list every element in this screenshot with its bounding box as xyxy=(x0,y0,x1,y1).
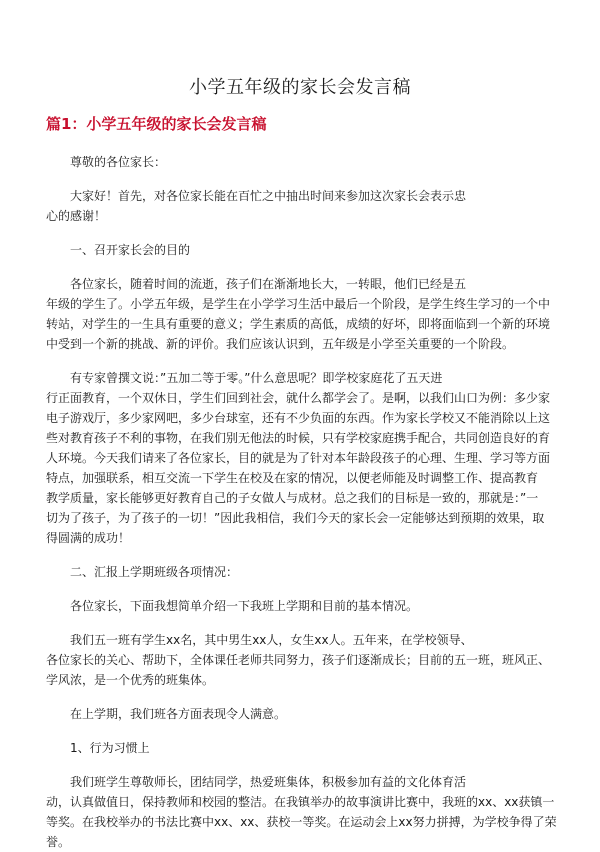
paragraph-line: 二、汇报上学期班级各项情况： xyxy=(70,565,239,579)
paragraph-line: 特点，加强联系，相互交流一下学生在校及在家的情况，以便老师能及时调整工作、提高教育 xyxy=(46,471,539,485)
paragraph-line: 年级的学生了。小学五年级，是学生在小学学习生活中最后一个阶段，是学生终生学习的一个中 xyxy=(46,297,551,311)
paragraph-line: 切为了孩子，为了孩子的一切！”因此我相信，我们今天的家长会一定能够达到预期的效果，取 xyxy=(46,511,545,525)
paragraph-line: 各位家长，下面我想简单介绍一下我班上学期和目前的基本情况。 xyxy=(70,599,419,613)
paragraph-line: 1、行为习惯上 xyxy=(70,741,150,755)
paragraph xyxy=(46,630,554,690)
paragraph xyxy=(46,596,554,616)
document-body xyxy=(46,152,557,852)
paragraph-line: 得圆满的成功！ xyxy=(46,531,131,545)
paragraph-line: 我们班学生尊敬师长，团结同学，热爱班集体，积极参加有益的文化体育活 xyxy=(70,775,467,789)
paragraph-line: 人环境。今天我们请来了各位家长，目的就是为了针对本年龄段孩子的心理、生理、学习等方面 xyxy=(46,451,551,465)
paragraph-line: 等奖。在我校举办的书法比赛中xx、xx、获校一等奖。在运动会上xx努力拼搏，为学校争得了荣 xyxy=(46,815,557,829)
paragraph xyxy=(46,274,554,354)
paragraph-line: 有专家曾撰文说：”五加二等于零。”什么意思呢？即学校家庭花了五天进 xyxy=(70,371,443,385)
paragraph-line: 教学质量，家长能够更好教育自己的子女做人与成材。总之我们的目标是一致的，那就是：”一 xyxy=(46,491,539,505)
paragraph xyxy=(46,738,554,758)
paragraph xyxy=(46,704,554,724)
paragraph-line: 尊敬的各位家长： xyxy=(70,155,167,169)
paragraph xyxy=(46,772,557,852)
paragraph xyxy=(46,186,554,226)
paragraph-line: 誉。 xyxy=(46,835,71,849)
paragraph-line: 一、召开家长会的目的 xyxy=(70,243,191,257)
paragraph-line: 心的感谢！ xyxy=(46,209,107,223)
paragraph-line: 行正面教育，一个双休日，学生们回到社会，就什么都学会了。是啊，以我们山口为例：多少家 xyxy=(46,391,551,405)
paragraph-line: 在上学期，我们班各方面表现令人满意。 xyxy=(70,707,287,721)
paragraph xyxy=(46,562,554,582)
paragraph-line: 些对教育孩子不利的事物，在我们别无他法的时候，只有学校家庭携手配合，共同创造良好的育 xyxy=(46,431,551,445)
paragraph-line: 中受到一个新的挑战、新的评价。我们应该认识到，五年级是小学至关重要的一个阶段。 xyxy=(46,337,515,351)
paragraph-line: 大家好！首先，对各位家长能在百忙之中抽出时间来参加这次家长会表示忠 xyxy=(70,189,467,203)
paragraph-line: 各位家长，随着时间的流逝，孩子们在渐渐地长大，一转眼，他们已经是五 xyxy=(70,277,467,291)
paragraph xyxy=(46,240,554,260)
document-title: 小学五年级的家长会发言稿 xyxy=(189,77,411,98)
paragraph-line: 转站，对学生的一生具有重要的意义；学生素质的高低，成绩的好坏，即将面临到一个新的环境 xyxy=(46,317,551,331)
paragraph-line: 电子游戏厅，多少家网吧，多少台球室，还有不少负面的东西。作为家长学校又不能消除以上这 xyxy=(46,411,551,425)
paragraph-line: 学风浓，是一个优秀的班集体。 xyxy=(46,673,215,687)
paragraph xyxy=(46,368,554,548)
section-heading: 篇1：小学五年级的家长会发言稿 xyxy=(46,115,267,133)
paragraph-line: 我们五一班有学生xx名，其中男生xx人，女生xx人。五年来，在学校领导、 xyxy=(70,633,473,647)
paragraph-line: 动，认真做值日，保持教师和校园的整洁。在我镇举办的故事演讲比赛中，我班的xx、xx获镇一 xyxy=(46,795,555,809)
paragraph-line: 各位家长的关心、帮助下，全体课任老师共同努力，孩子们逐渐成长；目前的五一班，班风正、 xyxy=(46,653,551,667)
paragraph xyxy=(46,152,554,172)
